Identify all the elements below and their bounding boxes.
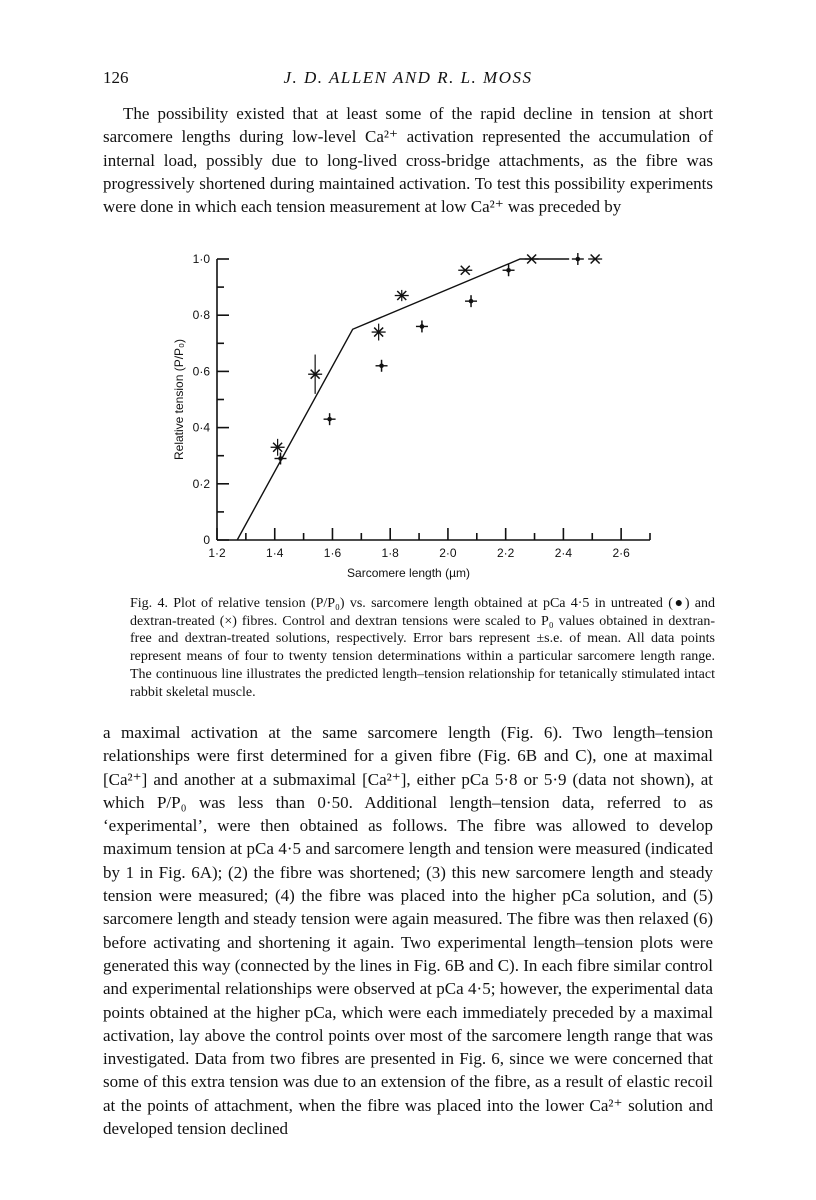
y-axis-label: Relative tension (P/P₀): [172, 338, 186, 461]
untreated-point: [465, 295, 477, 307]
x-tick-label: 1·8: [381, 546, 399, 560]
figure-4: [150, 244, 660, 594]
x-tick-label: 2·6: [612, 546, 630, 560]
dextran-point: [271, 439, 285, 456]
y-tick-label: 0·8: [192, 308, 210, 323]
y-tick-label: 0·2: [192, 476, 210, 491]
x-tick-label: 2·2: [496, 546, 515, 560]
dextran-point: [525, 255, 539, 264]
marker-dot: [327, 417, 332, 422]
x-tick-label: 1·2: [208, 546, 226, 560]
x-tick-label: 1·6: [323, 546, 342, 560]
dextran-point: [458, 266, 472, 275]
x-tick-label: 2·4: [554, 546, 573, 560]
untreated-point: [416, 320, 428, 332]
untreated-point: [376, 360, 388, 372]
marker-dot: [278, 456, 283, 461]
paragraph-top: The possibility existed that at least some of the rapid decline in tension at short sarcomere lengths during low-level Ca²⁺ activation represented the accumulation of internal load, possibly due to long-lived cross-bridge attachments, as the fibre was progressively shortened during maintained activation. To test this possibility experiments were done in which each tension measurement at low Ca²⁺ was preceded by: [103, 104, 713, 217]
marker-dot: [576, 257, 581, 262]
paragraph-bottom: a maximal activation at the same sarcomere length (Fig. 6). Two length–tension relationships were first determined for a given fibre (Fig. 6B and C), one at maximal [Ca²⁺] and another at a submaximal [Ca²⁺], either pCa 5·8 or 5·9 (data not shown), at which P/P₀ was less than 0·50. Additional length–tension data, referred to as ‘experimental’, were then obtained as follows. The fibre was allowed to develop maximum tension at pCa 4·5 and sarcomere length and tension were measured (indicated by 1 in Fig. 6A); (2) the fibre was shortened; (3) this new sarcomere length and steady tension were measured; (4) the fibre was placed into the higher pCa solution, and (5) sarcomere length and steady tension were again measured. The fibre was then relaxed (6) before activating and shortening it again. Two experimental length–tension plots were generated this way (connected by the lines in Fig. 6B and C). In each fibre similar control and experimental relationships were observed at pCa 4·5; however, the experimental data points obtained at the higher pCa, which were each immediately preceded by a maximal activation, lay above the control points over most of the sarcomere length range that was investigated. Data from two fibres are presented in Fig. 6, since we were concerned that some of this extra tension was due to an extension of the fibre, as a result of elastic recoil at the points of attachment, when the fibre was placed into the lower Ca²⁺ solution and developed tension declined: [103, 723, 713, 1139]
x-tick-label: 1·4: [266, 546, 284, 560]
figure-caption: Fig. 4. Plot of relative tension (P/P₀) vs. sarcomere length obtained at pCa 4·5 in untreated (●) and dextran-treated (×) fibres. Control and dextran tensions were scaled to P₀ values obtained in dextran-free and dextran-treated solutions, respectively. Error bars represent ±s.e. of mean. All data points represent means of four to twenty tension determinations within a particular sarcomere length range. The continuous line illustrates the predicted length–tension relationship for tetanically stimulated intact rabbit skeletal muscle.: [130, 596, 715, 700]
page-header: [103, 68, 713, 94]
x-axis-label: Sarcomere length (µm): [347, 566, 470, 580]
y-tick-label: 0·6: [192, 364, 210, 379]
marker-dot: [506, 268, 511, 273]
marker-dot: [379, 363, 384, 368]
x-tick-label: 2·0: [439, 546, 457, 560]
marker-dot: [420, 324, 425, 329]
untreated-point: [572, 253, 584, 265]
y-tick-label: 0: [203, 533, 210, 547]
marker-dot: [469, 299, 474, 304]
y-tick-label: 1·0: [192, 252, 210, 266]
dextran-point: [588, 255, 602, 264]
predicted-line: [237, 259, 569, 540]
page-number: 126: [103, 68, 129, 87]
length-tension-chart: [150, 244, 660, 594]
untreated-point: [324, 413, 336, 425]
y-tick-label: 0·4: [192, 420, 210, 435]
running-head: J. D. ALLEN AND R. L. MOSS: [283, 68, 533, 87]
dextran-point: [395, 290, 409, 301]
dextran-point: [372, 324, 386, 341]
